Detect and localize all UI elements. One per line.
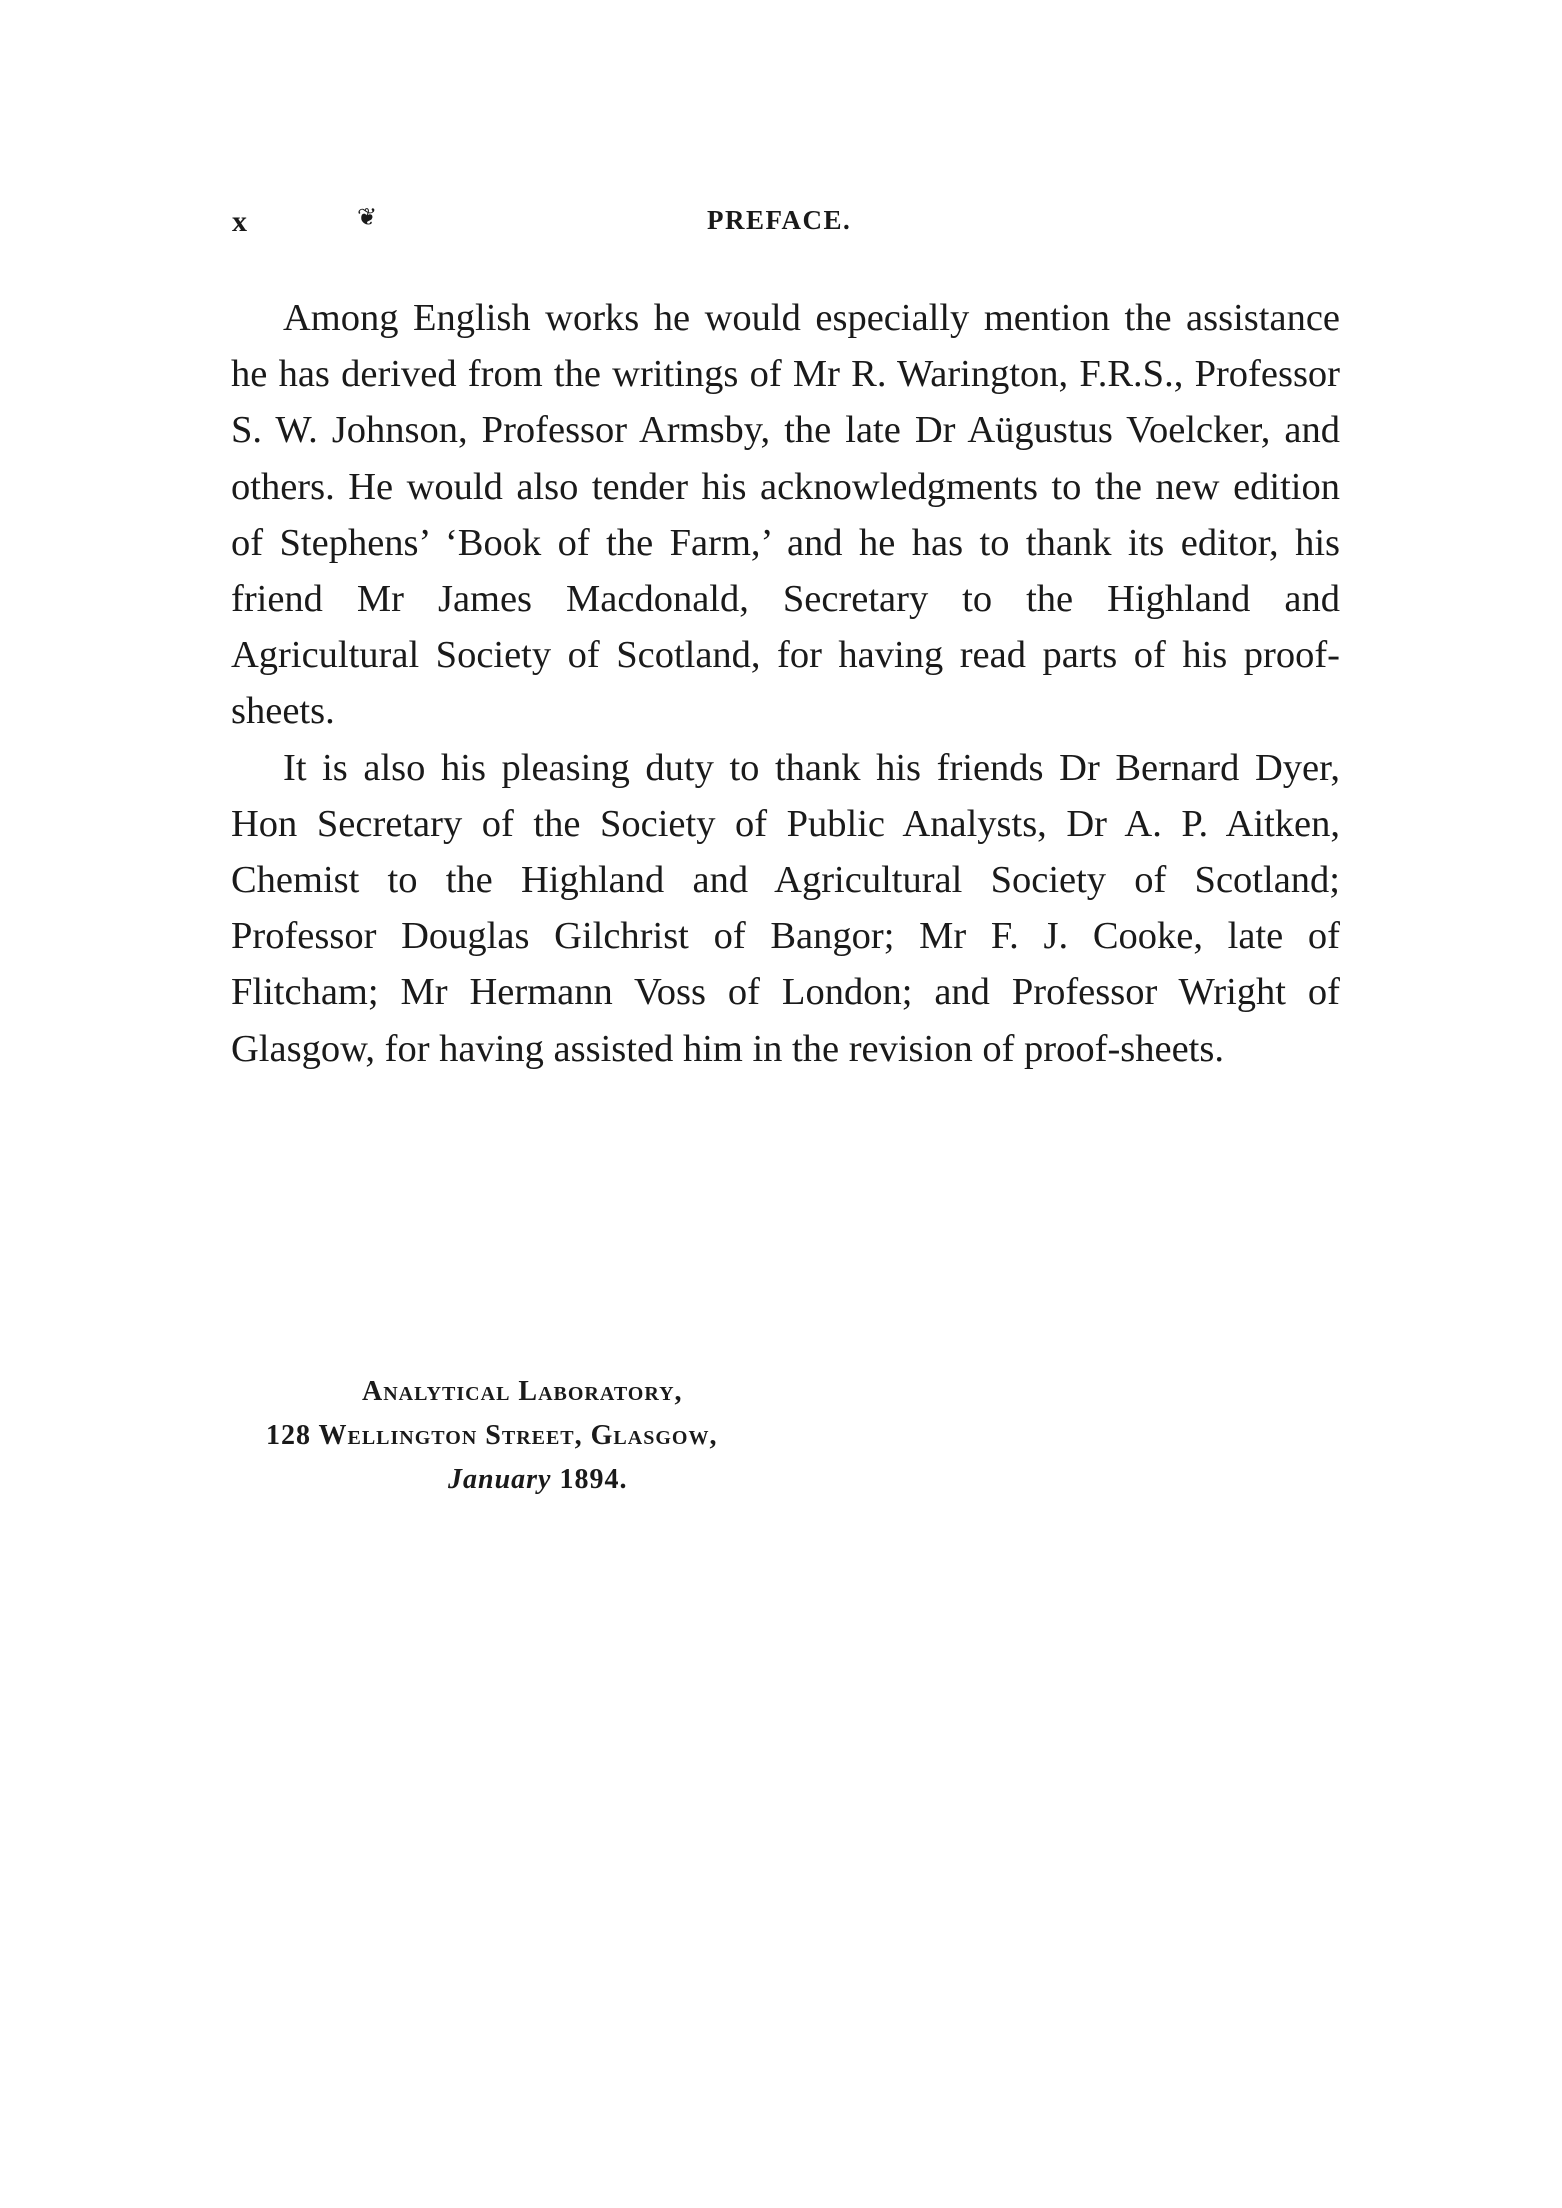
running-title: PREFACE. — [707, 205, 852, 235]
paragraph-acknowledgments: Among English works he would especially mention the assistance he has derived from the writings of Mr R. Warington, F.R.S., Professor S. W. Johnson, Professor Armsby, the late Dr Aügustus Voelcker, and others. He would also tender his acknowledgments to the new edition of Stephens’ ‘Book of the Farm,’ and he has to thank its editor, his friend Mr James Macdonald, Secretary to the Highland and Agricultural Society of Scotland, for having read parts of his proof-sheets. — [231, 297, 1340, 733]
signature-laboratory: Analytical Laboratory, — [362, 1376, 683, 1407]
signature-date — [448, 1458, 627, 1502]
paragraph-thanks: It is also his pleasing duty to thank his friends Dr Bernard Dyer, Hon Secretary of the Society of Public Analysts, Dr A. P. Aitken, Chemist to the Highland and Agricultural Society of Scotland; Professor Douglas Gilchrist of Bangor; Mr F. J. Cooke, late of Flitcham; Mr Hermann Voss of London; and Professor Wright of Glasgow, for having assisted him in the revision of proof-sheets. — [231, 746, 1340, 1070]
signature-address: 128 Wellington Street, Glasgow, — [266, 1420, 718, 1451]
page-header — [232, 205, 1342, 245]
body-text — [231, 290, 1340, 1077]
signature-month: January — [448, 1464, 552, 1495]
ornament-icon: ❦ — [357, 205, 379, 231]
page-number: x — [232, 205, 248, 238]
signature-year: 1894. — [559, 1464, 628, 1495]
